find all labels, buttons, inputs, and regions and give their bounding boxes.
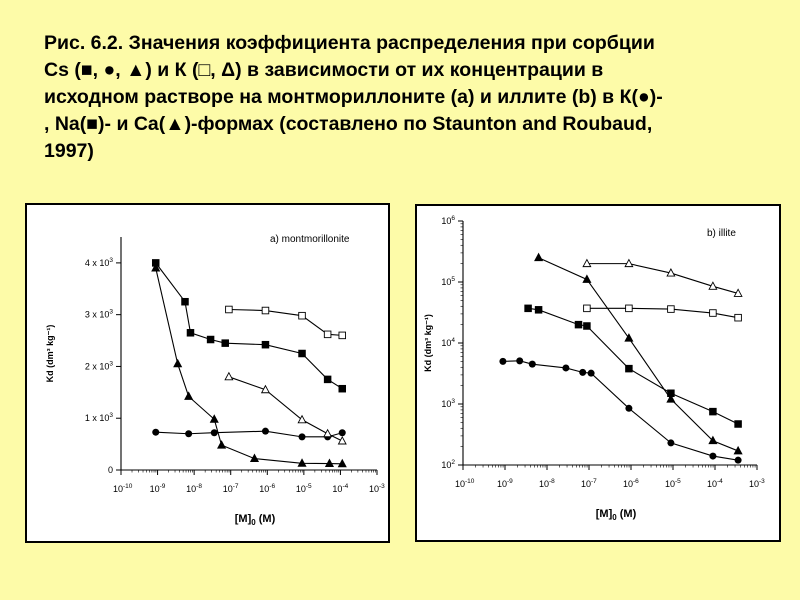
y-tick-label: $10^5$: [441, 276, 455, 287]
data-point: [225, 373, 233, 380]
data-point: [626, 365, 633, 372]
x-tick-label: $10^{-6}$: [623, 478, 639, 489]
caption-line-1: Рис. 6.2. Значения коэффициента распределения при сорбции: [44, 32, 655, 54]
y-tick-label: 3 x $10^3$: [84, 308, 113, 320]
data-point: [298, 416, 306, 423]
data-point: [339, 385, 346, 392]
data-point: [152, 429, 159, 436]
x-tick-label: $10^{-9}$: [497, 478, 513, 489]
x-tick-label: $10^{-8}$: [539, 478, 555, 489]
y-axis-label: Kd (dm³ kg⁻¹): [423, 314, 433, 372]
data-point: [710, 408, 717, 415]
x-tick-label: $10^{-5}$: [665, 478, 681, 489]
chart-montmorillonite: [27, 205, 388, 541]
panel-label: b) illite: [707, 228, 736, 239]
caption-line-2: Cs (■, ●, ▲) и К (□, Δ) в зависимости от их концентрации в: [44, 59, 604, 81]
data-point: [562, 364, 569, 371]
x-tick-label: $10^{-4}$: [332, 483, 349, 494]
y-tick-label: $10^2$: [441, 459, 455, 470]
x-tick-label: $10^{-6}$: [259, 483, 276, 494]
y-tick-label: $10^4$: [441, 337, 455, 348]
data-point: [187, 329, 194, 336]
data-point: [299, 350, 306, 357]
panel-label: a) montmorillonite: [270, 234, 350, 245]
series-line: [503, 361, 738, 460]
data-point: [735, 421, 742, 428]
y-tick-label: 0: [107, 465, 113, 475]
data-point: [218, 441, 226, 448]
x-tick-label: $10^{-10}$: [113, 483, 133, 494]
chart-illite: [417, 206, 779, 540]
data-point: [324, 430, 332, 437]
data-point: [588, 370, 595, 377]
data-point: [583, 275, 591, 282]
caption-line-3: исходном растворе на монтмориллоните (а) и иллите (b) в К(●)-: [44, 86, 663, 108]
data-point: [667, 439, 674, 446]
caption-line-4: , Na(■)- и Ca(▲)-формах (составлено по Staunton and Roubaud,: [44, 113, 653, 135]
data-point: [499, 358, 506, 365]
x-axis-label: $[M]_0$ (M): [234, 513, 276, 527]
data-point: [625, 260, 633, 267]
data-point: [529, 361, 536, 368]
series-line: [156, 431, 343, 437]
series-1: [525, 305, 742, 427]
series-line: [539, 258, 739, 451]
series-2: [152, 428, 346, 441]
data-point: [735, 457, 742, 464]
data-point: [299, 433, 306, 440]
data-point: [668, 306, 675, 313]
chart-panel-illite: [415, 204, 781, 542]
data-point: [535, 307, 542, 314]
data-point: [668, 390, 675, 397]
y-axis-label: Kd (dm³ kg⁻¹): [45, 324, 55, 383]
x-tick-label: $10^{-3}$: [749, 478, 765, 489]
y-tick-label: $10^6$: [441, 215, 455, 226]
data-point: [262, 428, 269, 435]
x-tick-label: $10^{-8}$: [186, 483, 202, 494]
data-point: [584, 305, 591, 312]
data-point: [211, 429, 218, 436]
y-tick-label: $10^3$: [441, 398, 455, 409]
data-point: [262, 307, 269, 314]
data-point: [324, 331, 331, 338]
y-tick-label: 2 x $10^3$: [84, 360, 113, 372]
x-tick-label: $10^{-5}$: [295, 483, 312, 494]
data-point: [584, 323, 591, 330]
data-point: [516, 357, 523, 364]
data-point: [226, 306, 233, 313]
series-0: [535, 254, 742, 454]
x-tick-label: $10^{-7}$: [222, 483, 239, 494]
x-axis-label: $[M]_0$ (M): [595, 508, 637, 522]
data-point: [299, 312, 306, 319]
data-point: [182, 298, 189, 305]
data-point: [525, 305, 532, 312]
data-point: [735, 314, 742, 321]
data-point: [339, 332, 346, 339]
data-point: [339, 429, 346, 436]
axes-frame: [121, 237, 377, 470]
data-point: [207, 336, 214, 343]
data-point: [626, 305, 633, 312]
data-point: [174, 360, 182, 367]
series-line: [528, 308, 738, 424]
series-3: [583, 260, 742, 297]
data-point: [185, 392, 193, 399]
axes-frame: [463, 221, 757, 465]
data-point: [222, 340, 229, 347]
data-point: [575, 321, 582, 328]
series-2: [499, 357, 741, 463]
x-tick-label: $10^{-9}$: [149, 483, 166, 494]
data-point: [709, 453, 716, 460]
series-3: [226, 306, 346, 338]
data-point: [324, 376, 331, 383]
data-point: [185, 430, 192, 437]
y-tick-label: 4 x $10^3$: [84, 256, 113, 268]
series-4: [225, 373, 346, 444]
x-tick-label: $10^{-4}$: [707, 478, 723, 489]
data-point: [262, 341, 269, 348]
data-point: [338, 437, 346, 444]
data-point: [535, 254, 543, 261]
data-point: [579, 369, 586, 376]
x-tick-label: $10^{-3}$: [369, 483, 385, 494]
series-line: [156, 263, 343, 389]
data-point: [710, 310, 717, 317]
figure-caption: [44, 30, 764, 165]
data-point: [583, 260, 591, 267]
x-tick-label: $10^{-7}$: [581, 478, 597, 489]
chart-panel-montmorillonite: [25, 203, 390, 543]
y-tick-label: 1 x $10^3$: [84, 412, 113, 424]
data-point: [625, 405, 632, 412]
caption-line-5: 1997): [44, 140, 94, 162]
x-tick-label: $10^{-10}$: [455, 478, 475, 489]
